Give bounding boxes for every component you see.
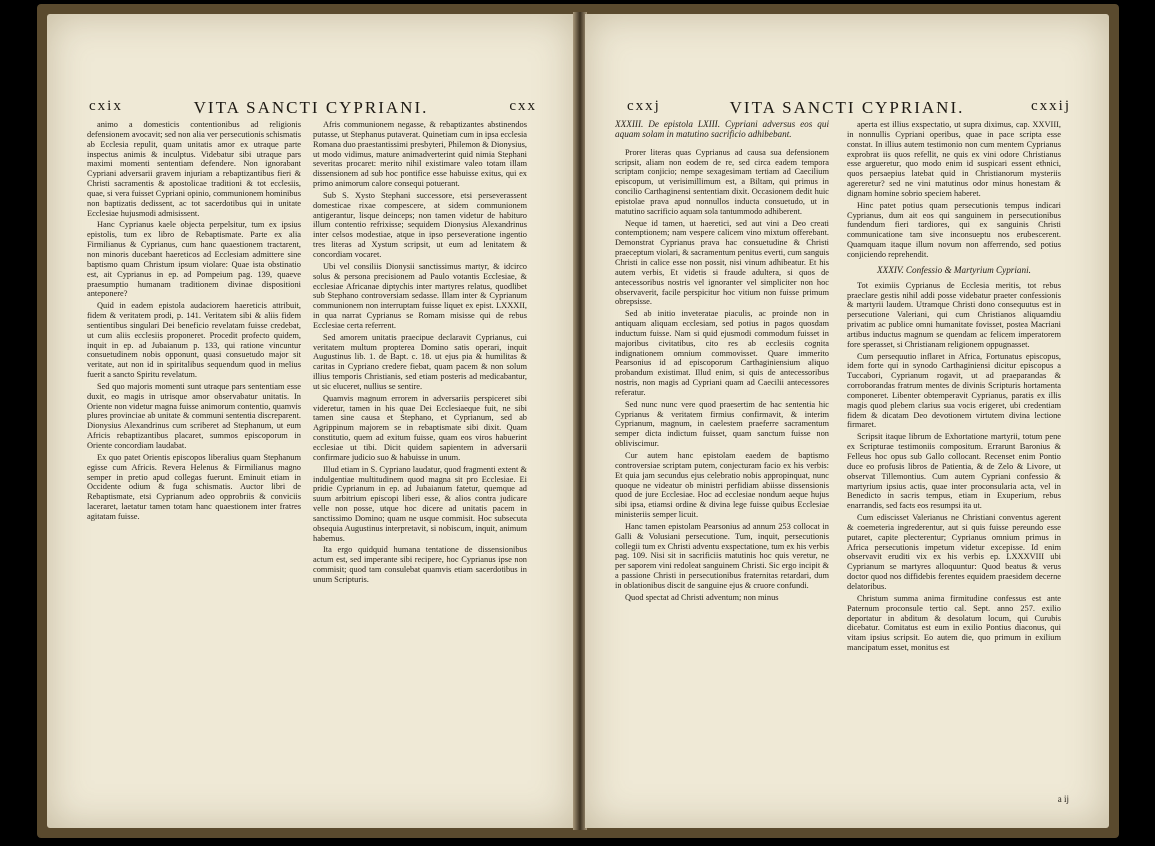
section-heading: XXXIV. Confessio & Martyrium Cypriani. (877, 264, 1031, 275)
page-number: cxxij (1031, 98, 1071, 114)
paragraph: Neque id tamen, ut haeretici, sed aut vini a Deo creati contemptionem; nam vespere calicem vino mixtum offerebant. Demonstrat Cyprianus prava hac consuetudine & Christi praeceptum violari, & sacramentum penitus everti, cum sanguis Christi in calice esse non possit, nisi vinum adhibeatur. Et his autem verbis, Et videtis si fraude adultera, si quos de antecessoribus nostris vel ignoranter vel simpliciter non hoc observaverit, facile perspicitur hoc vitium non fuisse primum obrepsisse. (615, 218, 829, 307)
paragraph: animo a domesticis contentionibus ad religionis defensionem avocavit; sed non alia ver persecutionis schismatis ab Ecclesia repulit, quam unitatis amor ex utraque parte inspectus animis & inculptus. Videbatur sibi utraque pars maximi momenti sententiam defendere. Non ignorabant Cypriani adversarii gravem injuriam a rebaptizantibus fieri & Christi sacramentis & apostolicae traditioni & tot ecclesiis, quae, si vera fuisset Cypriani opinio, communionem hominibus non baptizatis dedissent, ac tot sacerdotibus qui in unitate Ecclesiae hujusmodi admisissent. (87, 120, 301, 218)
section-heading: XXXIII. De epistola LXIII. Cypriani adversus eos qui aquam solam in matutino sacrificio adhibebant. (615, 120, 829, 139)
paragraph: Prorer literas quas Cyprianus ad causa sua defensionem scripsit, aliam non eodem de re, sed circa eadem tempora scriptam conjicio; nempe sexagesimam tertiam ad Caecilium episcopum, ut verisimillimum est, a Biltam, qui primus in concilio Carthaginensi sententiam dixit. Occasionem dedit huic epistolae prava apud nonnullos inducta consuetudo, ut in matutino sacrificio aquam sola tantummodo adhiberent. (615, 147, 829, 216)
paragraph: Scripsit itaque librum de Exhortatione martyrii, totum pene ex Scripturae testimoniis compositum. Errarunt Baronius & Felleus hoc opus sub Gallo collocant. Recenset enim Pontio duce eo profusis libros de Patientia, & de Zelo & Livore, ut observat Tillemontius. Cum autem Cypriani confessio & martyrium ipsius actis, quae inter proconsularia acta, vel in Benedicto in sacris tempus, etiam in Exuperium, rebus enarrandis, sed facts eos resumpsi ita ut. (847, 432, 1061, 511)
paragraph: Sed ab initio inveteratae piaculis, ac proinde non in antiquam aliquam ecclesiam, sed potius in pagos quosdam inductum fuisse. Nam si quid ejusmodi commodum fuisset in majoribus civitatibus, cito res ab ecclesiis cognita indignationem omnium commovisset. Quare immerito Pearsonius id ad episcoporum Carthaginiensium aliquo probandum existimat. Illud enim, si quis de antecessoribus nostris, non magis ad Cypriani quam ad Caecilii antecessores referatur. (615, 309, 829, 397)
book (37, 4, 1119, 838)
paragraph: aperta est illius exspectatio, ut supra diximus, cap. XXVIII, in nonnullis Cypriani operibus, quae in pace scripta esse constat. In illius autem testimonio non cum mentem Cyprianus exprobrat iis quos refellit, ne quis ex vini odore Christianus esse argueretur, quo modo enim id suspicari essent ethnici, quos persaepius latebat quid in Christianorum mysteriis agereretur? sed ne vini matutinus odor minus honestam & dignam homine sobrio speciem haberet. (847, 120, 1061, 198)
paragraph: Hanc tamen epistolam Pearsonius ad annum 253 collocat in Galli & Volusiani persecutione. Tum, inquit, persecutionis collegii tum ex Christi adventu exspectatione, tum ex his verbis pag. 109. Nisi sit in sacrificiis matutinis hoc quis veretur, ne per saporem vini redoleat sanguinem Christi. Sic ergo incipit & a passione Christi in persecutionibus fraternitas retardari, dum in oblationibus discit de sanguine ejus & cruore confundi. (615, 521, 829, 590)
paragraph: Sed amorem unitatis praecipue declaravit Cyprianus, cui veritatem multum propterea Domino satis operari, inquit Augustinus lib. 1. de Bapt. c. 18. ut ejus pia & humilitas & caritas in Cypriano credere fiebat, quam pacem & non solum illius temporis Christianis, sed etiam posteris ad medicabantur, ut sic eluceret, nullius se sentire. (313, 332, 527, 391)
paragraph: Tot eximiis Cyprianus de Ecclesia meritis, tot rebus praeclare gestis nihil addi posse videbatur praeter confessionis & martyrii laudem. Utramque Christi dono consequutus est in persecutione Valeriani, qui cum Christianos aliquamdiu privatim ac publice omni humanitate fovisset, postea Macriani artibus inductus magnum se quendam ac felicem imperatorem fore sperasset, si Christianam religionem oppugnasset. (847, 280, 1061, 349)
paragraph: Sed quo majoris momenti sunt utraque pars sententiam esse duxit, eo magis in utrisque amor observabatur unitatis. In Oriente non videtur magna fuisse animorum contentio, quamvis plures provinciae ab unitate & communi sententia discreparent. Dionysius Alexandrinus cum scriberet ad Stephanum, ut eum Africis rebaptizantibus placaret, summos episcoporum in Oriente concordiam laudabat. (87, 381, 301, 450)
text-column-left (615, 120, 829, 815)
page-number: cxix (89, 98, 123, 114)
paragraph: Hinc patet potius quam persecutionis tempus indicari Cyprianus, dum ait eos qui sanguinem in persecutionibus fundendum fieri tardiores, qui ex sanguinis Christi communicatione tam sive inconsueptu nos erubescerent. Quamquam itaque illum novum non afferrendo, sed potius conjiciendo reprehendit. (847, 200, 1061, 259)
text-column-right (313, 120, 527, 815)
paragraph: Quod spectat ad Christi adventum; non minus (625, 592, 779, 602)
paragraph: Ita ergo quidquid humana tentatione de dissensionibus actum est, sed imperante sibi recipere, hoc Cyprianus ipse non commisit; quod tam consulebat quamvis etiam sacerdotibus in unum Scripturis. (313, 545, 527, 584)
page-header (47, 98, 575, 116)
paragraph: Quid in eadem epistola audaciorem haereticis attribuit, fidem & veritatem prodi, p. 141. Veritatem sibi & aliis fidem sentientibus singulari Dei beneficio revelatam fuisse credebat, ut cum aliis ecclesiis proponeret. Procedit profecto quidem, inquit in ep. ad Jubaianum p. 133, qui ratione vincuntur consuetudinem nobis opponunt, quasi consuetudo major sit veritate, aut non id in spiritalibus sequendum quod in melius fuerit a sancto Spiritu revelatum. (87, 301, 301, 380)
paragraph: Quamvis magnum errorem in adversariis perspiceret sibi videretur, tamen in his quae Dei Ecclesiaeque fuit, ne sibi tamen sine causa et Stephano, et Cyprianum, sed ab Agrippinum majorem se in rebaptismate sibi dixit. Quam constitutio, quem ad exitum fuisse, quam eos viros habuerint ecclesiae ut tibi. Dicit quidem sapientem in adversarii confirmare judicio suo & habuisse in unum. (313, 393, 527, 462)
page-number: cxx (509, 98, 537, 114)
left-page (47, 14, 575, 828)
running-title: VITA SANCTI CYPRIANI. (729, 98, 965, 117)
paragraph: Cum ediscisset Valerianus ne Christiani conventus agerent & coemeteria ingrederentur, aut si quis fuisse pereundo esse putaret, capite plecterentur; Cyprianus omnium primus in Africa persecutionis impetum videtur excepisse. Id enim observavit eruditi vix ex his verbis ep. LXXXVIII ubi Cyprianum se martyres alloquuntur: Quod beatus & verus doctor quod nos diffidebis ferentes equidem praesidem decerne delatoribus. (847, 513, 1061, 591)
paragraph: Sed nunc nunc vere quod praesertim de hac sententia hic Cyprianus & veritatem firmius confirmavit, & interim Cyprianum, magnum, in caelestem praeferre sacramentum semper dicta indictum fuisset, quam sanctum fuisse non obliviscimur. (615, 399, 829, 449)
text-column-left (87, 120, 301, 815)
paragraph: Ex quo patet Orientis episcopos liberalius quam Stephanum egisse cum Africis. Revera Helenus & Firmilianus magno semper in pretio apud collegas fuerunt. Eminuit etiam in Occidente odium & fuga schismatis. Auctor libri de Rebaptismate, etsi Cyprianum adeo opprobriis & conviciis laceraret, laetatur tamen totam hanc quaestionem inter fratres agitatam fuisse. (87, 452, 301, 521)
paragraph: Hanc Cyprianus kaele objecta perpelsitur, tum ex ipsius epistolis, tum ex libro de Rebaptismate. Parte ex alia Firmilianus & Cyprianus, cum hanc quaestionem tractarent, non minoris ducebant haereticos ad Ecclesiam admittere sine baptismo quam Christum ipsum violare: Quae ista obstinatio est, ait Cyprianus in ep. ad Pompeium pag. 139, quaeve praesumptio humanam traditionem divinae dispositioni anteponere? (87, 220, 301, 299)
paragraph: Cur autem hanc epistolam eaedem de baptismo controversiae scriptam putem, conjecturam facio ex his verbis: Et quia jam secundus ejus celebratio nobis appropinquat, nunc quoque ne videatur ob ministri perfidiam abiisse dissensionis quod de jure Ecclesiae. Hoc ad ecclesiae nondum aeque hujus sibi ipsa, etiamsi ordine & divina lege fuisse quibus Ecclesiae ministeriis semper licuit. (615, 451, 829, 520)
paragraph: Cum persequutio inflaret in Africa, Fortunatus episcopus, idem forte qui in synodo Carthaginiensi dicitur episcopus a Tuccabori, Cyprianum rogavit, ut ad praeparandas & corroborandas fratrum mentes de divinis Scripturis hortamenta componeret. Libenter obtemperavit Cyprianus, paratis ex illis magis quod plebem clarius sua vocis erigeret, ubi credentiam fidem & dicatam Deo devotionem virtutem divina lectione firmaret. (847, 351, 1061, 430)
paragraph: Ubi vel consiliis Dionysii sanctissimus martyr, & idcirco solus & persona precisionem ad Paulo votantis Ecclesiae, & ecclesiae Africanae diptychis inter martyres relatus, quodlibet sub Stephano controversiam sedasse. Illam inter & Cyprianum communionem non interruptam fuisse liquet ex epist. LXXXII, in qua narrat Cyprianus se Romam misisse qui de rebus Ecclesiae certa referrent. (313, 261, 527, 330)
page-number: cxxj (627, 98, 661, 114)
text-column-right (847, 120, 1061, 815)
paragraph: Sub S. Xysto Stephani successore, etsi perseverassent domesticae rixae compescere, at sidem communionem antigerantur, lisque deinceps; non tamen videtur de habituro illum contentio refrixisse; sequidem Dionysius Alexandrinus inter celsos modestiae, atque in ipso perseveratione ingentio tres literas ad Xystum scripsit, ut eum ad lenitatem & concordiam vocaret. (313, 190, 527, 259)
paragraph: Afris communionem negasse, & rebaptizantes abstinendos putasse, ut Stephanus putaverat. Quinetiam cum in ipsa ecclesia Romana duo praestantissimi presbyteri, Philemon & Dionysius, ut modo vidimus, mature animadverterint quid nimia Stephani severitas procaret: merito nihil existimare valeo totam illam dissensionem ad sub hoc pontifice esse habuisse exitus, qui ex primo animorum calore consequi potuerant. (313, 120, 527, 189)
paragraph: Christum summa anima firmitudine confessus est ante Paternum proconsule tertio cal. Sept. anno 257. exilio deportatur in abditum & desolatum locum, qui Curubis dicebatur. Comitatus est eum in exilio Pontius diaconus, qui vitam ipsius scripsit. Eo autem die, quo primum in exilium mancipatum esset, monitus est (847, 593, 1061, 653)
page-header (585, 98, 1109, 116)
right-page (585, 14, 1109, 828)
paragraph: Illud etiam in S. Cypriano laudatur, quod fragmenti extent & indulgentiae multitudinem quod magna sit pro Ecclesiae. Ei pridie Cyprianum in ep. ad Jubaianum fatetur, quemque ad suum arbitrium episcopi liberi esse, & alios contra judicare velle non posse, utque hoc dicere ad unitatis pacem in sanctissimo Domino; quam ne usque commisit. Hoc subsecuta obsequia Augustinus interpretavit, si nobiscum, inquit, animum habemus. (313, 464, 527, 543)
signature-mark: a ij (1057, 794, 1069, 804)
running-title: VITA SANCTI CYPRIANI. (193, 98, 429, 117)
